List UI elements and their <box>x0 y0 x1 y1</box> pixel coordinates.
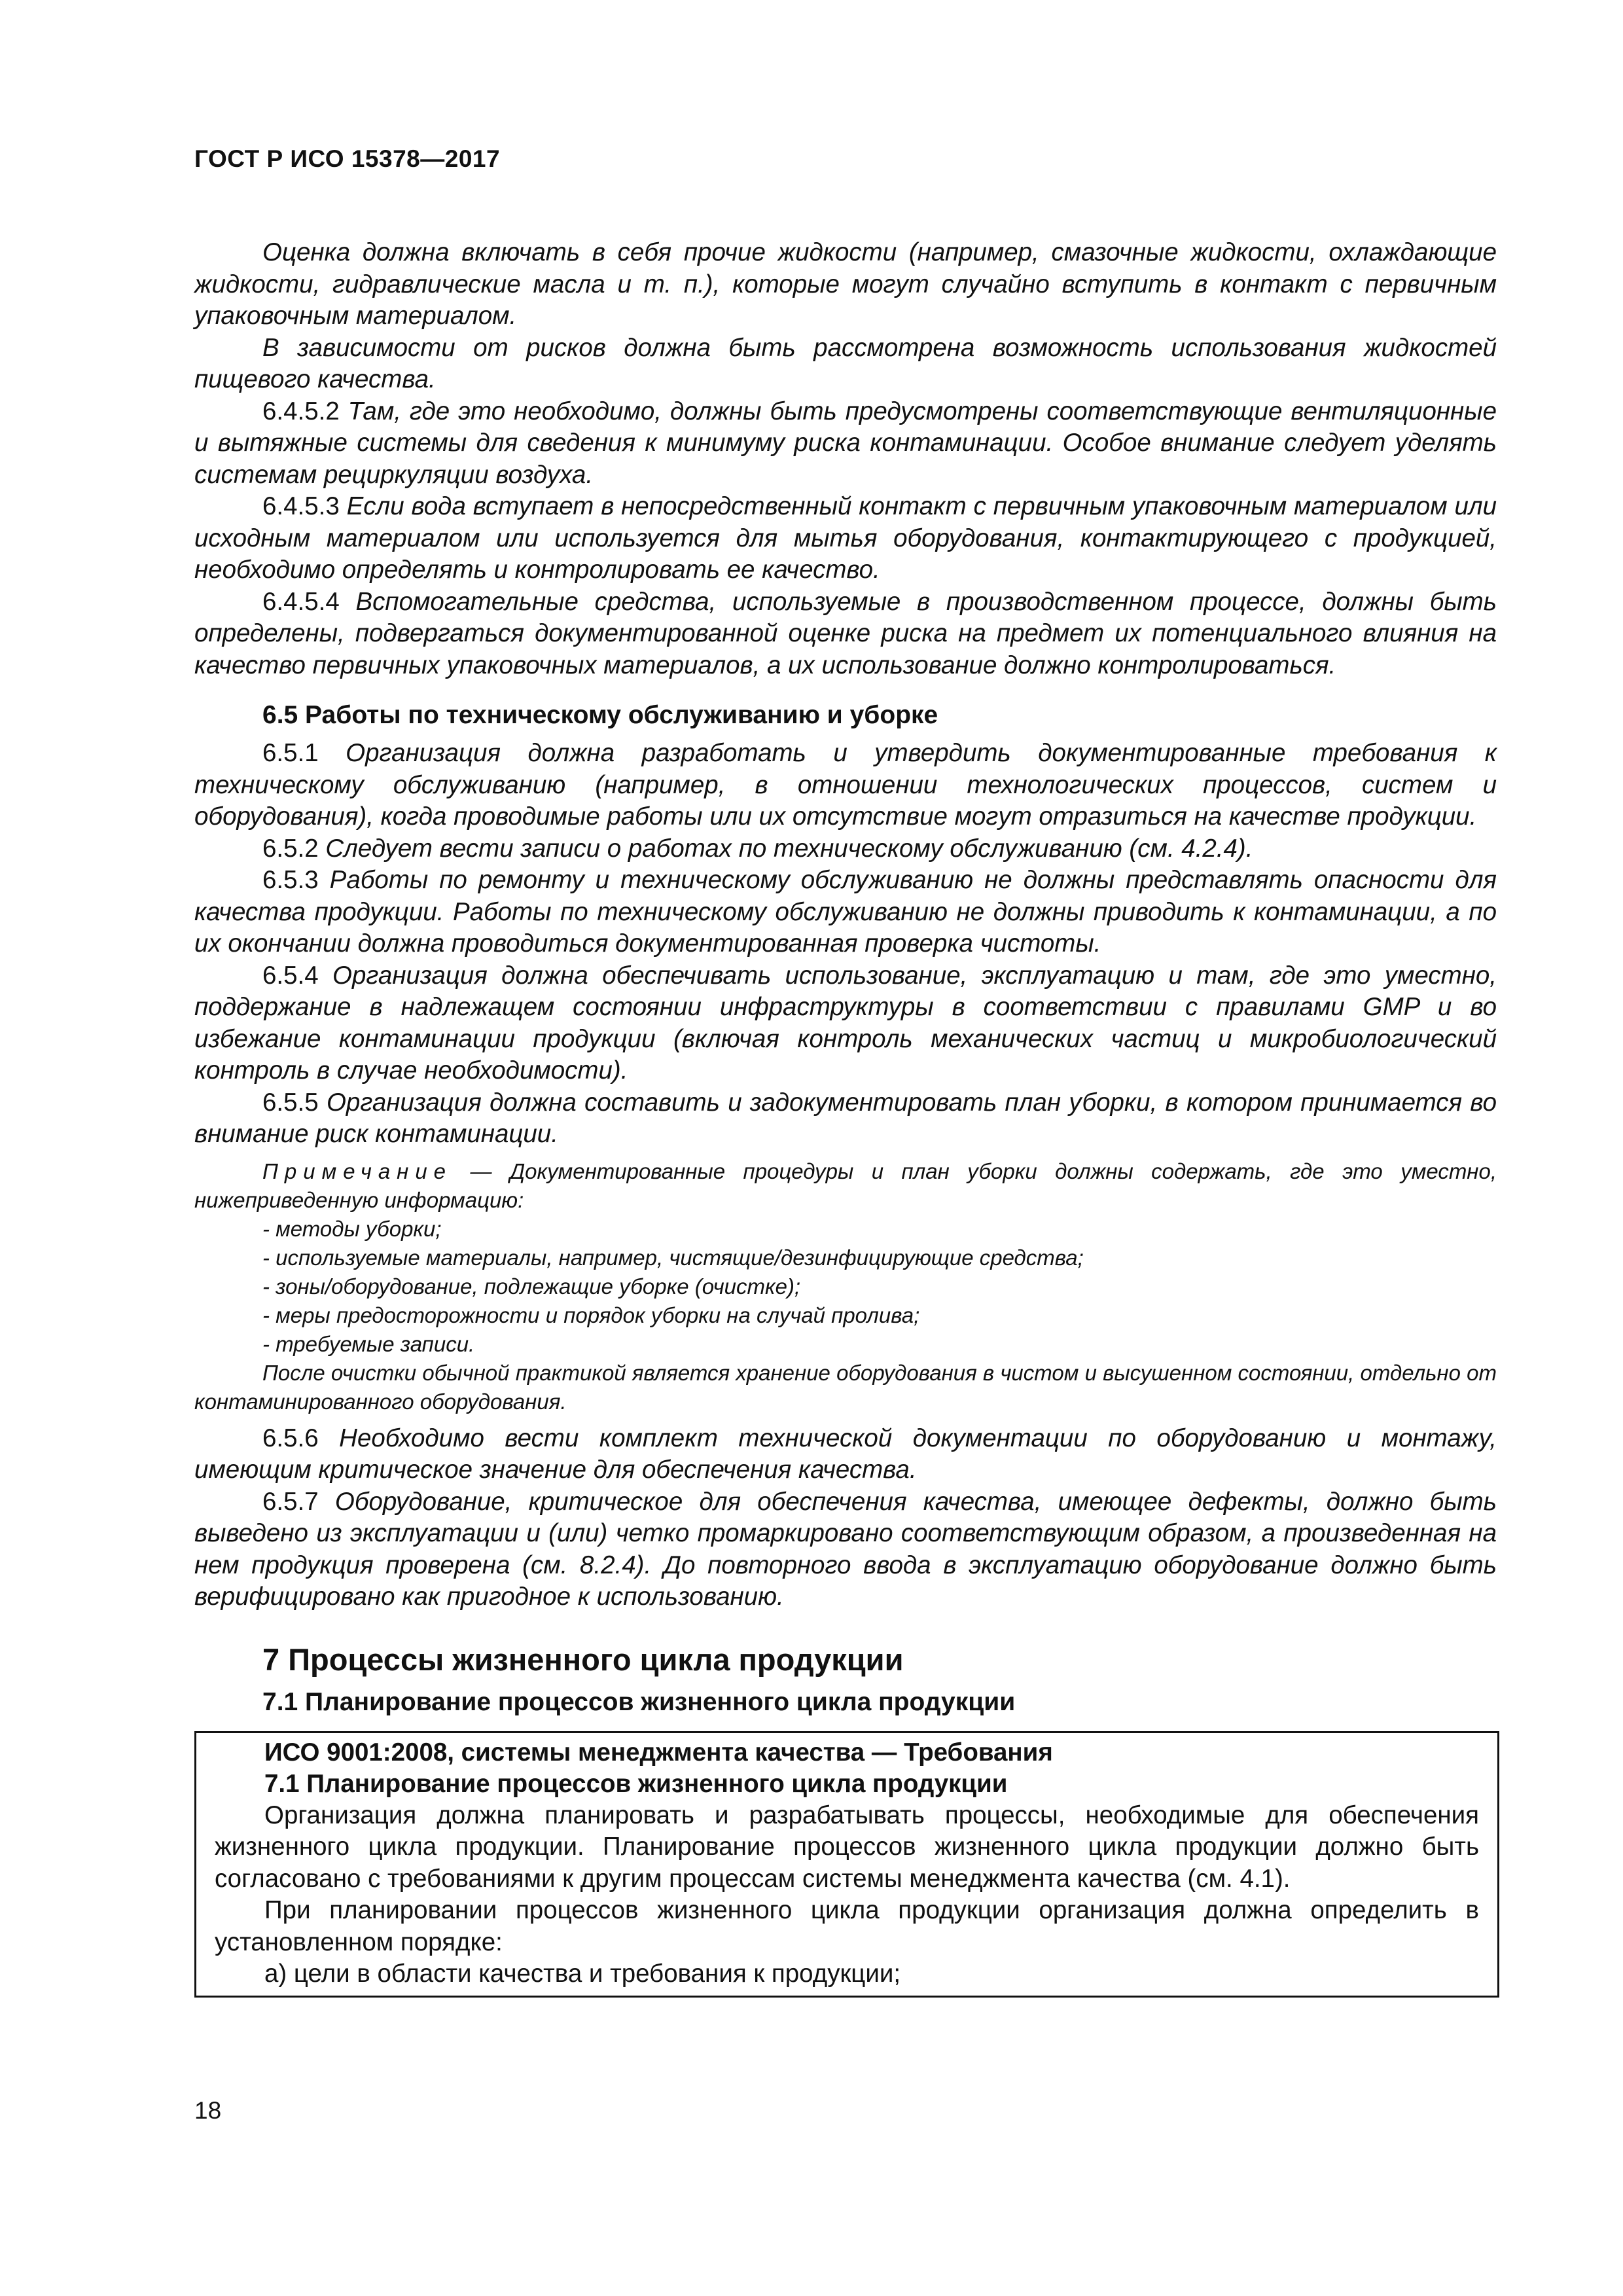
note-label: Примечание <box>262 1158 453 1183</box>
clause-number: 6.5.1 <box>262 739 319 767</box>
clause-6-5-2: 6.5.2 Следует вести записи о работах по техническому обслуживанию (см. 4.2.4). <box>262 834 1253 863</box>
document-header: ГОСТ Р ИСО 15378—2017 <box>194 145 501 172</box>
section-heading-6-5: 6.5 Работы по техническому обслуживанию и уборке <box>262 701 938 729</box>
clause-6-5-7: 6.5.7 Оборудование, критическое для обеспечения качества, имеющее дефекты, должно быть выведено из эксплуатации и (или) четко промаркировано соответствующим образом, а произведенная на нем продукция проверена (см. 8.2.4). До повторного ввода в эксплуатацию оборудование должно быть верифицировано как пригодное к использованию. <box>194 1487 1497 1611</box>
clause-6-5-1: 6.5.1 Организация должна разработать и утвердить документированные требования к техническому обслуживанию (например, в отношении технологических процессов, систем и оборудования), когда проводимые работы или их отсутствие могут отразиться на качестве продукции. <box>194 739 1497 831</box>
clause-6-5-4: 6.5.4 Организация должна обеспечивать использование, эксплуатацию и там, где это уместно, поддержание в надлежащем состоянии инфраструктуры в соответствии с правилами GMP и во избежание контаминации продукции (включая контроль механических частиц и микробиологический контроль в случае необходимости). <box>194 961 1497 1085</box>
page-number: 18 <box>194 2097 222 2124</box>
note-intro: Примечание — Документированные процедуры и план уборки должны содержать, где это уместно, нижеприведенную информацию: <box>194 1158 1497 1212</box>
quote-title: ИСО 9001:2008, системы менеджмента качества — Требования <box>264 1738 1053 1767</box>
clause-number: 6.4.5.3 <box>262 492 340 520</box>
clause-6-5-6: 6.5.6 Необходимо вести комплект технической документации по оборудованию и монтажу, имеющим критическое значение для обеспечения качества. <box>194 1424 1497 1484</box>
note-block <box>194 1157 1497 1416</box>
quote-paragraph: Организация должна планировать и разрабатывать процессы, необходимые для обеспечения жизненного цикла продукции. Планирование процессов жизненного цикла продукции должно быть согласовано с требованиями к другим процессам системы менеджмента качества (см. 4.1). <box>215 1801 1479 1893</box>
clause-number: 6.5.4 <box>262 961 319 990</box>
paragraph: В зависимости от рисков должна быть рассмотрена возможность использования жидкостей пищевого качества. <box>194 333 1497 393</box>
clause-number: 6.5.2 <box>262 834 319 863</box>
paragraph: Оценка должна включать в себя прочие жидкости (например, смазочные жидкости, охлаждающие жидкости, гидравлические масла и т. п.), которые могут случайно вступить в контакт с первичным упаковочным материалом. <box>194 238 1497 330</box>
section-heading-7: 7 Процессы жизненного цикла продукции <box>262 1641 904 1677</box>
list-item: - зоны/оборудование, подлежащие уборке (очистке); <box>262 1274 801 1299</box>
clause-number: 6.5.6 <box>262 1424 319 1452</box>
clause-number: 6.4.5.4 <box>262 587 340 616</box>
clause-6-5-5: 6.5.5 Организация должна составить и задокументировать план уборки, в котором принимается во внимание риск контаминации. <box>194 1088 1497 1148</box>
page-content <box>194 237 1497 1998</box>
list-item: - меры предосторожности и порядок уборки на случай пролива; <box>262 1302 920 1327</box>
quote-subtitle: 7.1 Планирование процессов жизненного цикла продукции <box>264 1769 1008 1798</box>
clause-number: 6.4.5.2 <box>262 397 340 425</box>
list-item: - методы уборки; <box>262 1216 442 1241</box>
section-heading-7-1: 7.1 Планирование процессов жизненного цикла продукции <box>262 1687 1016 1716</box>
quoted-standard-box <box>194 1731 1499 1998</box>
clause-6-5-3: 6.5.3 Работы по ремонту и техническому обслуживанию не должны представлять опасности для качества продукции. Работы по техническому обслуживанию не должны приводить к контаминации, а по их окончании должна проводиться документированная проверка чистоты. <box>194 866 1497 958</box>
clause-6-4-5-2: 6.4.5.2 Там, где это необходимо, должны быть предусмотрены соответствующие вентиляционные и вытяжные системы для сведения к минимуму риска контаминации. Особое внимание следует уделять системам рециркуляции воздуха. <box>194 397 1497 489</box>
quote-list-item: а) цели в области качества и требования к продукции; <box>264 1960 901 1988</box>
list-item: - требуемые записи. <box>262 1331 475 1356</box>
clause-number: 6.5.3 <box>262 866 319 894</box>
list-item: - используемые материалы, например, чистящие/дезинфицирующие средства; <box>262 1245 1084 1270</box>
quote-paragraph: При планировании процессов жизненного цикла продукции организация должна определить в установленном порядке: <box>215 1896 1479 1956</box>
clause-number: 6.5.5 <box>262 1088 319 1117</box>
note-after: После очистки обычной практикой является хранение оборудования в чистом и высушенном состоянии, отдельно от контаминированного оборудования. <box>194 1360 1497 1414</box>
clause-number: 6.5.7 <box>262 1487 319 1516</box>
clause-6-4-5-3: 6.4.5.3 Если вода вступает в непосредственный контакт с первичным упаковочным материалом или исходным материалом или используется для мытья оборудования, контактирующего с продукцией, необходимо определять и контролировать ее качество. <box>194 492 1497 584</box>
note-list <box>194 1215 1497 1359</box>
clause-6-4-5-4: 6.4.5.4 Вспомогательные средства, используемые в производственном процессе, должны быть определены, подвергаться документированной оценке риска на предмет их потенциального влияния на качество первичных упаковочных материалов, а их использование должно контролироваться. <box>194 587 1497 679</box>
